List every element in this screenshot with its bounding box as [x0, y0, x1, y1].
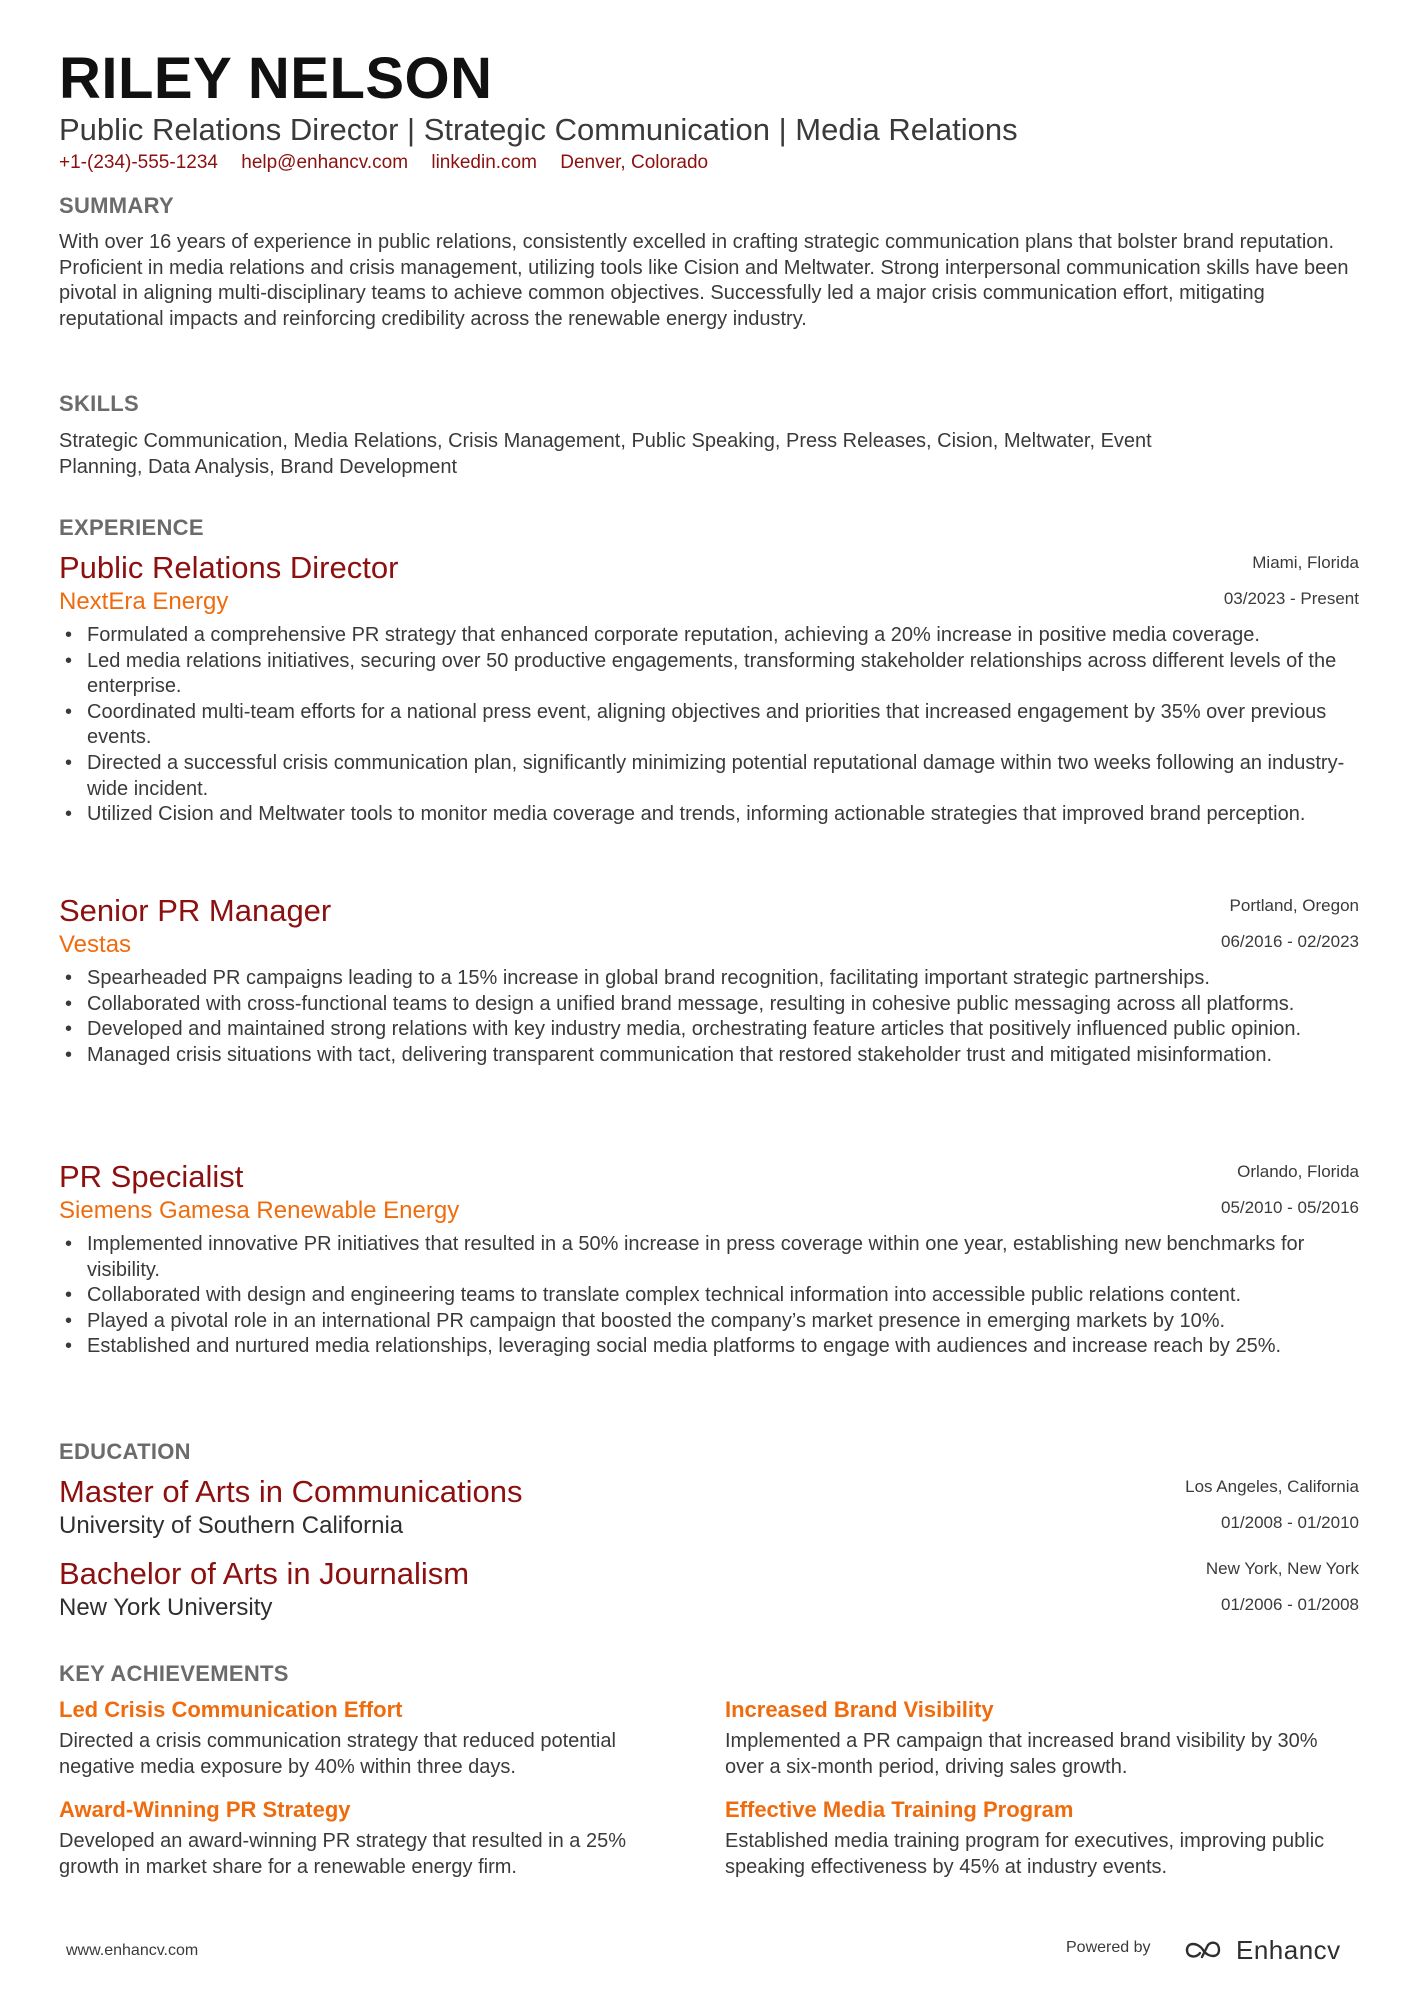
- linkedin-link[interactable]: linkedin.com: [431, 152, 537, 173]
- phone-link[interactable]: +1-(234)-555-1234: [59, 152, 218, 173]
- job-title: Senior PR Manager: [59, 893, 332, 928]
- candidate-name: RILEY NELSON: [59, 46, 493, 111]
- bullet-item: • Implemented innovative PR initiatives that resulted in a 50% increase in press coverage within one year, establishing new benchmarks for visibility.: [59, 1232, 1359, 1283]
- bullet-item: • Formulated a comprehensive PR strategy that enhanced corporate reputation, achieving a 20% increase in positive media coverage.: [59, 623, 1359, 649]
- skills-heading: SKILLS: [59, 391, 140, 416]
- achievement-title: Led Crisis Communication Effort: [59, 1697, 403, 1722]
- email-link[interactable]: help@enhancv.com: [241, 152, 409, 173]
- school-name: New York University: [59, 1594, 273, 1621]
- education-heading: EDUCATION: [59, 1439, 191, 1464]
- degree-title: Bachelor of Arts in Journalism: [59, 1556, 470, 1591]
- achievement-item: [59, 1796, 679, 1880]
- achievement-desc: Developed an award-winning PR strategy that resulted in a 25% growth in market share for a renewable energy firm.: [59, 1830, 626, 1878]
- achievement-item: [725, 1696, 1345, 1780]
- achievement-desc: Implemented a PR campaign that increased brand visibility by 30% over a six-month period, driving sales growth.: [725, 1730, 1318, 1778]
- achievement-title: Award-Winning PR Strategy: [59, 1797, 351, 1822]
- achievement-title: Increased Brand Visibility: [725, 1697, 994, 1722]
- summary-heading: SUMMARY: [59, 193, 174, 218]
- contact-line: [59, 150, 726, 176]
- education-location: New York, New York: [1205, 1559, 1359, 1578]
- skills-text: Strategic Communication, Media Relations, Crisis Management, Public Speaking, Press Releases, Cision, Meltwater, Event Planning, Data Analysis, Brand Development: [59, 430, 1152, 478]
- job-bullets: [59, 1232, 1359, 1360]
- bullet-item: • Coordinated multi-team efforts for a national press event, aligning objectives and priorities that increased engagement by 35% over previous events.: [59, 700, 1359, 751]
- enhancv-logo-icon: [1184, 1937, 1230, 1963]
- achievement-desc: Established media training program for executives, improving public speaking effectiveness by 45% at industry events.: [725, 1830, 1325, 1878]
- school-name: University of Southern California: [59, 1512, 404, 1539]
- bullet-item: • Utilized Cision and Meltwater tools to monitor media coverage and trends, informing actionable strategies that improved brand perception.: [59, 802, 1359, 828]
- bullet-item: • Managed crisis situations with tact, delivering transparent communication that restored stakeholder trust and mitigated misinformation.: [59, 1043, 1359, 1069]
- job-company: NextEra Energy: [59, 588, 229, 615]
- bullet-item: • Developed and maintained strong relations with key industry media, orchestrating feature articles that positively influenced public opinion.: [59, 1017, 1359, 1043]
- job-location: Portland, Oregon: [1229, 896, 1359, 915]
- achievements-heading: KEY ACHIEVEMENTS: [59, 1661, 289, 1686]
- achievement-desc: Directed a crisis communication strategy that reduced potential negative media exposure by 40% within three days.: [59, 1730, 616, 1778]
- job-dates: 06/2016 - 02/2023: [1220, 932, 1359, 951]
- job-dates: 03/2023 - Present: [1223, 589, 1359, 608]
- job-bullets: [59, 623, 1359, 828]
- enhancv-brand[interactable]: [1184, 1930, 1341, 1970]
- powered-by-label: Powered by: [1066, 1939, 1151, 1956]
- location-text: Denver, Colorado: [560, 152, 709, 173]
- job-company: Vestas: [59, 931, 132, 958]
- headline: Public Relations Director | Strategic Communication | Media Relations: [59, 112, 1018, 147]
- education-dates: 01/2006 - 01/2008: [1220, 1595, 1359, 1614]
- bullet-item: • Led media relations initiatives, securing over 50 productive engagements, transforming stakeholder relationships across different levels of the enterprise.: [59, 649, 1359, 700]
- bullet-item: • Directed a successful crisis communication plan, significantly minimizing potential reputational damage within two weeks following an industry-wide incident.: [59, 751, 1359, 802]
- bullet-item: • Collaborated with design and engineering teams to translate complex technical information into accessible public relations content.: [59, 1283, 1359, 1309]
- achievement-title: Effective Media Training Program: [725, 1797, 1074, 1822]
- education-dates: 01/2008 - 01/2010: [1220, 1513, 1359, 1532]
- job-company: Siemens Gamesa Renewable Energy: [59, 1197, 460, 1224]
- bullet-item: • Collaborated with cross-functional teams to design a unified brand message, resulting in cohesive public messaging across all platforms.: [59, 992, 1359, 1018]
- job-location: Miami, Florida: [1252, 553, 1359, 572]
- brand-name: Enhancv: [1236, 1934, 1341, 1965]
- bullet-item: • Established and nurtured media relationships, leveraging social media platforms to engage with audiences and increase reach by 25%.: [59, 1334, 1359, 1360]
- experience-heading: EXPERIENCE: [59, 515, 204, 540]
- job-title: PR Specialist: [59, 1159, 244, 1194]
- education-location: Los Angeles, California: [1185, 1477, 1359, 1496]
- job-dates: 05/2010 - 05/2016: [1220, 1198, 1359, 1217]
- summary-text: With over 16 years of experience in public relations, consistently excelled in crafting strategic communication plans that bolster brand reputation. Proficient in media relations and crisis management, utilizing tools like Cision and Meltwater. Strong interpersonal communication skills have been pivotal in aligning multi-disciplinary teams to achieve common objectives. Successfully led a major crisis communication effort, mitigating reputational impacts and reinforcing credibility across the renewable energy industry.: [59, 231, 1349, 330]
- job-location: Orlando, Florida: [1237, 1162, 1359, 1181]
- job-title: Public Relations Director: [59, 550, 399, 585]
- achievement-item: [59, 1696, 679, 1780]
- achievement-item: [725, 1796, 1345, 1880]
- degree-title: Master of Arts in Communications: [59, 1474, 523, 1509]
- bullet-item: • Played a pivotal role in an international PR campaign that boosted the company’s market presence in emerging markets by 10%.: [59, 1309, 1359, 1335]
- bullet-item: • Spearheaded PR campaigns leading to a 15% increase in global brand recognition, facilitating important strategic partnerships.: [59, 966, 1359, 992]
- footer-website-link[interactable]: www.enhancv.com: [66, 1942, 199, 1959]
- job-bullets: [59, 966, 1359, 1068]
